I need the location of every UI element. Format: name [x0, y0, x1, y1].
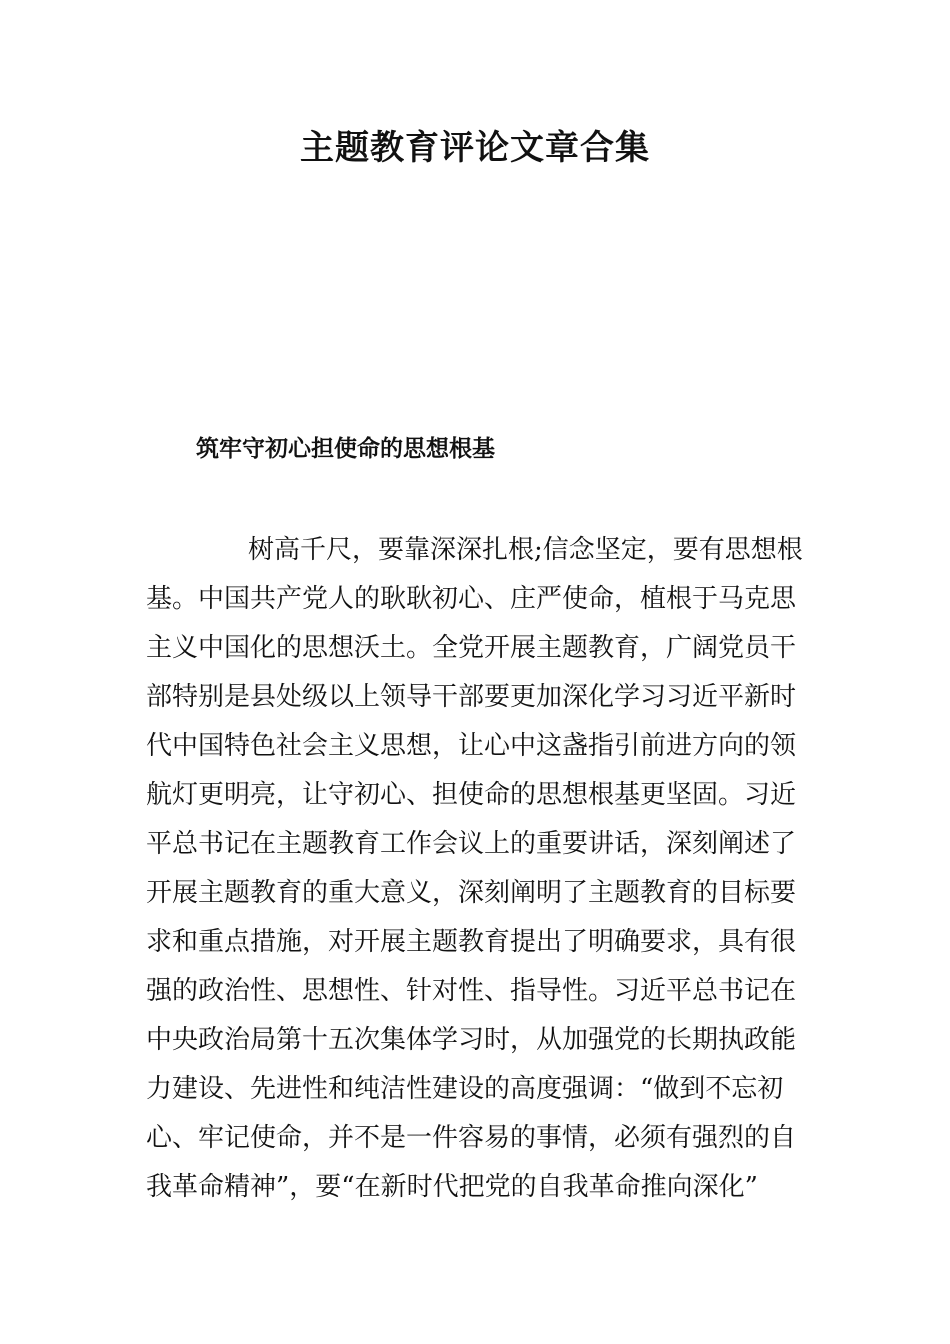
body-line: 强的政治性、思想性、针对性、指导性。习近平总书记在	[146, 976, 797, 1006]
body-line: 代中国特色社会主义思想，让心中这盏指引前进方向的领	[146, 731, 797, 761]
body-line: 我革命精神”，要“在新时代把党的自我革命推向深化”	[146, 1172, 758, 1202]
body-line: 部特别是县处级以上领导干部要更加深化学习习近平新时	[146, 682, 797, 712]
body-line: 基。中国共产党人的耿耿初心、庄严使命，植根于马克思	[146, 584, 797, 614]
body-line: 开展主题教育的重大意义，深刻阐明了主题教育的目标要	[146, 878, 797, 908]
body-line: 中央政治局第十五次集体学习时，从加强党的长期执政能	[146, 1025, 797, 1055]
body-line: 心、牢记使命，并不是一件容易的事情，必须有强烈的自	[146, 1123, 797, 1153]
body-line: 平总书记在主题教育工作会议上的重要讲话，深刻阐述了	[146, 829, 797, 859]
body-line: 主义中国化的思想沃土。全党开展主题教育，广阔党员干	[146, 633, 797, 663]
document-title: 主题教育评论文章合集	[300, 128, 650, 168]
body-line: 树高千尺，要靠深深扎根;信念坚定，要有思想根	[248, 535, 803, 565]
body-line: 航灯更明亮，让守初心、担使命的思想根基更坚固。习近	[146, 780, 797, 810]
body-line: 求和重点措施，对开展主题教育提出了明确要求，具有很	[146, 927, 797, 957]
article-title: 筑牢守初心担使命的思想根基	[196, 435, 495, 462]
body-line: 力建设、先进性和纯洁性建设的高度强调：“做到不忘初	[146, 1074, 784, 1104]
